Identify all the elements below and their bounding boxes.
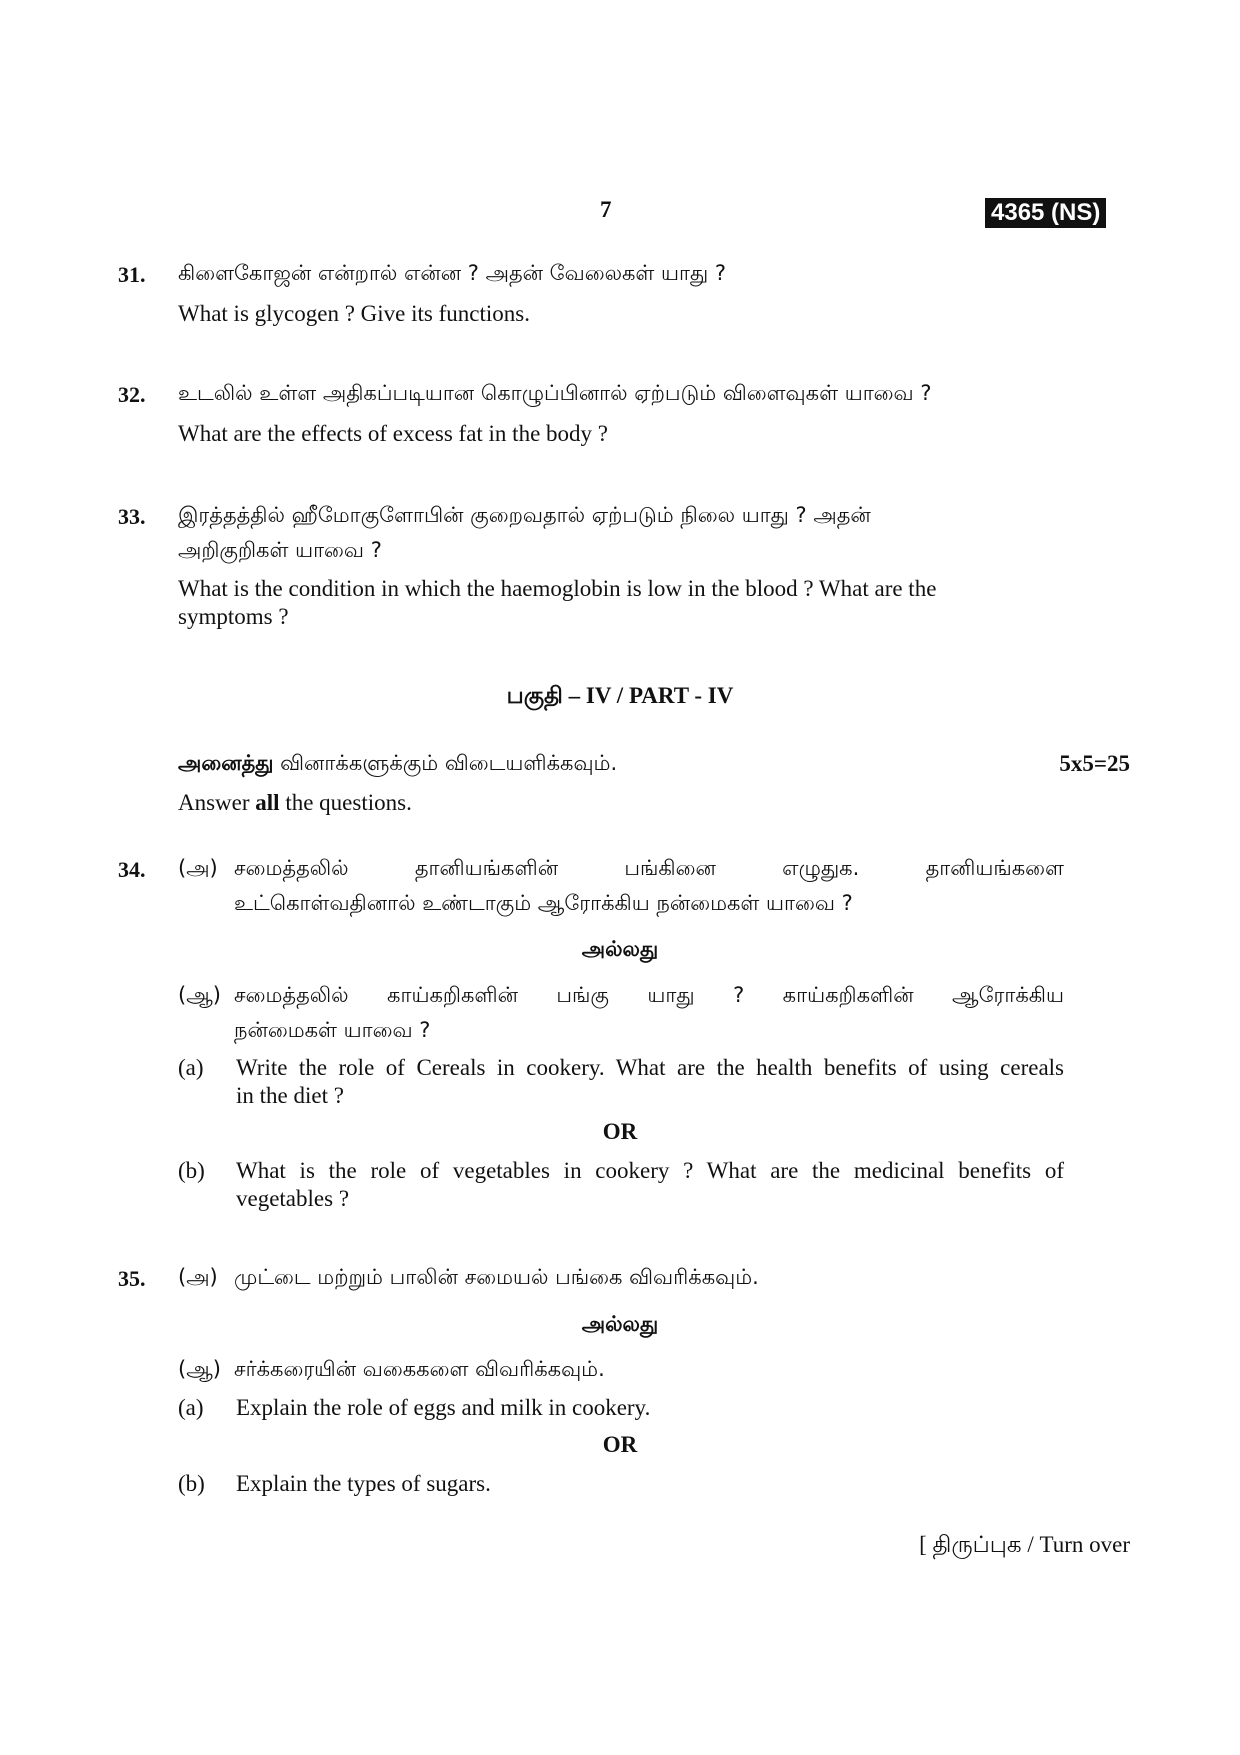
q34-a-tamil-line1: சமைத்தலில் தானியங்களின் பங்கினை எழுதுக. தானியங்களை [234,856,1064,880]
q35-a-label-tamil: (அ) [178,1265,218,1289]
instruction-tamil-bold: அனைத்து [178,751,274,775]
q31-tamil: கிளைகோஜன் என்றால் என்ன ? அதன் வேலைகள் யாது ? [178,261,727,285]
q35-b-english: Explain the types of sugars. [236,1471,491,1496]
instruction-english-bold: all [255,790,280,815]
question-number-32: 32. [118,382,146,407]
q34-a-english-line2: in the diet ? [236,1083,344,1108]
question-number-35: 35. [118,1266,146,1291]
q35-or-english: OR [602,1432,638,1457]
q34-a-label-tamil: (அ) [178,856,218,880]
q34-or-english: OR [602,1119,638,1144]
q34-or-tamil: அல்லது [581,937,659,961]
part-iv-title: பகுதி – IV / PART - IV [506,683,734,708]
instruction-english [178,789,412,817]
instruction-english-pre: Answer [178,790,250,815]
q35-a-tamil: முட்டை மற்றும் பாலின் சமையல் பங்கை விவரிக்கவும். [234,1265,759,1289]
question-number-31: 31. [118,262,146,287]
q35-a-english: Explain the role of eggs and milk in cookery. [236,1395,651,1420]
instruction-tamil-rest: வினாக்களுக்கும் விடையளிக்கவும். [280,751,618,775]
q34-b-label-tamil: (ஆ) [178,983,221,1007]
q33-tamil-line2: அறிகுறிகள் யாவை ? [178,538,382,562]
paper-code-badge: 4365 (NS) [985,198,1106,228]
marks-allocation: 5x5=25 [1059,751,1130,776]
q33-english-line1: What is the condition in which the haemoglobin is low in the blood ? What are the [178,576,937,601]
q32-tamil: உடலில் உள்ள அதிகப்படியான கொழுப்பினால் ஏற்படும் விளைவுகள் யாவை ? [178,381,932,405]
q34-a-label-english: (a) [178,1055,204,1080]
q35-b-label-tamil: (ஆ) [178,1357,221,1381]
q35-a-label-english: (a) [178,1395,204,1420]
q35-b-tamil: சர்க்கரையின் வகைகளை விவரிக்கவும். [234,1357,605,1381]
page-number: 7 [600,197,612,222]
q33-tamil-line1: இரத்தத்தில் ஹீமோகுளோபின் குறைவதால் ஏற்படும் நிலை யாது ? அதன் [178,503,871,527]
q34-b-english-line2: vegetables ? [236,1186,350,1211]
q34-b-tamil-line1: சமைத்தலில் காய்கறிகளின் பங்கு யாது ? காய்கறிகளின் ஆரோக்கிய [234,983,1064,1007]
q31-english: What is glycogen ? Give its functions. [178,301,530,326]
q34-b-english-line1: What is the role of vegetables in cookery ? What are the medicinal benefits of [236,1158,1064,1183]
q34-b-label-english: (b) [178,1158,205,1183]
question-number-34: 34. [118,857,146,882]
instruction-tamil [178,746,617,780]
instruction-english-post: the questions. [285,790,412,815]
q33-english-line2: symptoms ? [178,604,289,629]
turn-over-note: [ திருப்புக / Turn over [919,1532,1130,1557]
q34-a-tamil-line2: உட்கொள்வதினால் உண்டாகும் ஆரோக்கிய நன்மைகள் யாவை ? [234,891,853,915]
q35-or-tamil: அல்லது [581,1312,659,1336]
q34-b-tamil-line2: நன்மைகள் யாவை ? [234,1018,431,1042]
q34-a-english-line1: Write the role of Cereals in cookery. What are the health benefits of using cereals [236,1055,1064,1080]
question-number-33: 33. [118,504,146,529]
q35-b-label-english: (b) [178,1471,205,1496]
q32-english: What are the effects of excess fat in the body ? [178,421,608,446]
